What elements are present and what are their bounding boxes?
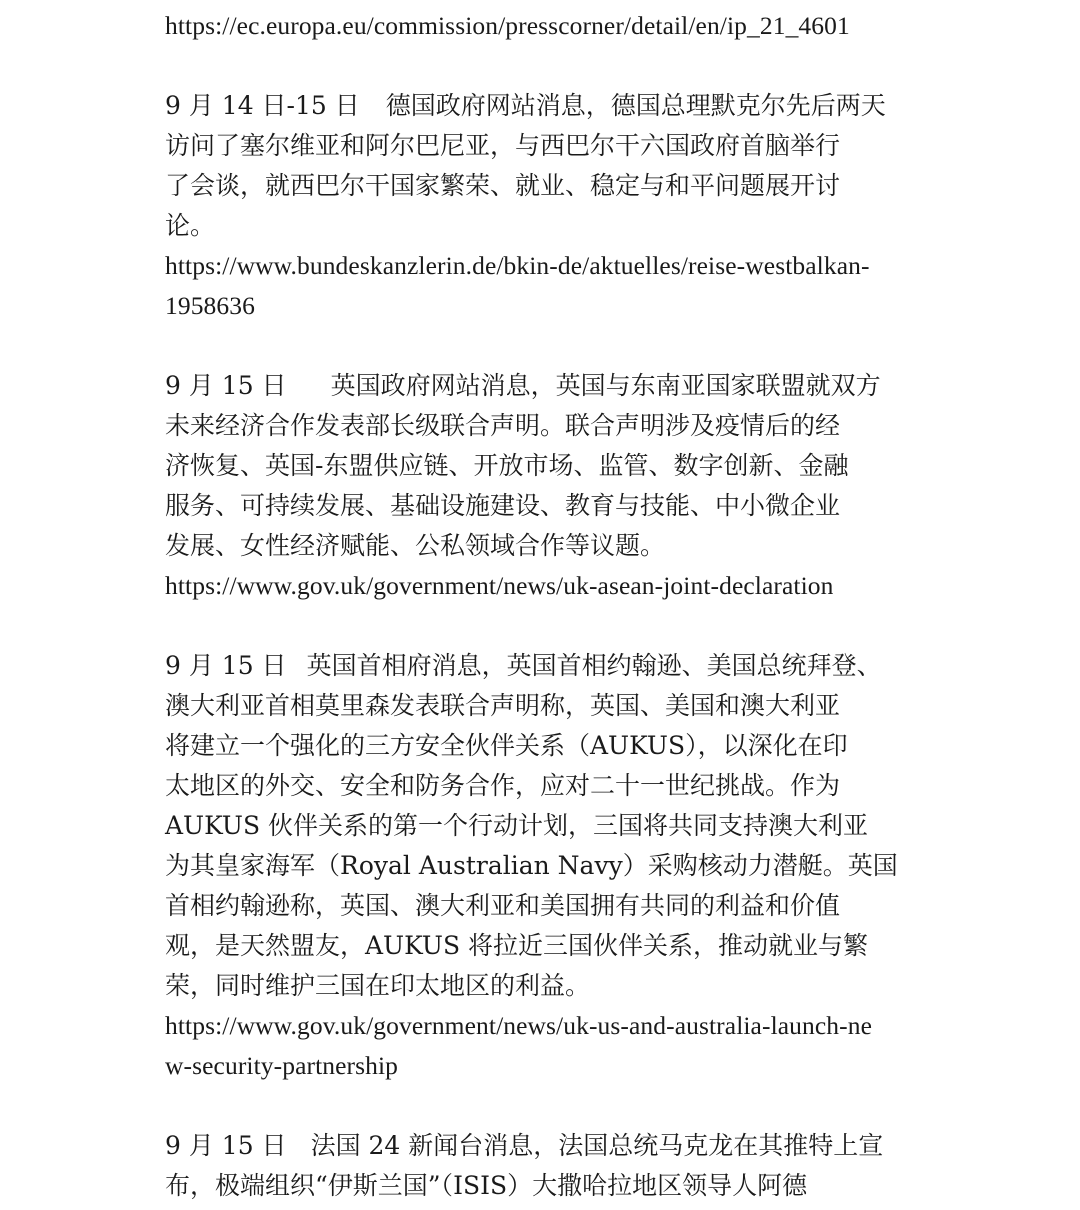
entry-text: 法国 24 新闻台消息，法国总统马克龙在其推特上宣 [310, 1131, 884, 1160]
source-link[interactable]: https://ec.europa.eu/commission/presscorner/detail/en/ip_21_4601 [165, 11, 850, 40]
entry-text: 未来经济合作发表部长级联合声明。联合声明涉及疫情后的经 [165, 411, 841, 440]
entry-first-line [165, 646, 882, 686]
source-link[interactable]: https://www.bundeskanzlerin.de/bkin-de/aktuelles/reise-westbalkan- [165, 251, 870, 280]
entry-text: 澳大利亚首相莫里森发表联合声明称，英国、美国和澳大利亚 [165, 691, 841, 720]
entry-text: 首相约翰逊称，英国、澳大利亚和美国拥有共同的利益和价值 [165, 891, 841, 920]
entry-text: AUKUS 伙伴关系的第一个行动计划，三国将共同支持澳大利亚 [165, 811, 869, 840]
entry-text: 太地区的外交、安全和防务合作，应对二十一世纪挑战。作为 [165, 771, 841, 800]
entry-date: 9 月 15 日 [165, 371, 287, 400]
entry-first-line [165, 366, 881, 406]
entry-text: 英国政府网站消息，英国与东南亚国家联盟就双方 [330, 371, 881, 400]
entry-text: 观，是天然盟友，AUKUS 将拉近三国伙伴关系，推动就业与繁 [165, 931, 869, 960]
entry-text: 论。 [165, 211, 216, 240]
entry-text: 布，极端组织“伊斯兰国”（ISIS）大撒哈拉地区领导人阿德 [165, 1171, 808, 1200]
entry-text: 服务、可持续发展、基础设施建设、教育与技能、中小微企业 [165, 491, 841, 520]
entry-text: 为其皇家海军（Royal Australian Navy）采购核动力潜艇。英国 [165, 851, 898, 880]
entry-text: 济恢复、英国-东盟供应链、开放市场、监管、数字创新、金融 [165, 451, 849, 480]
entry-date: 9 月 15 日 [165, 1131, 287, 1160]
source-link[interactable]: w-security-partnership [165, 1051, 399, 1080]
source-link[interactable]: https://www.gov.uk/government/news/uk-us-and-australia-launch-ne [165, 1011, 873, 1040]
entry-first-line [165, 1126, 883, 1166]
entry-text: 德国政府网站消息，德国总理默克尔先后两天 [385, 91, 886, 120]
entry-text: 将建立一个强化的三方安全伙伴关系（AUKUS），以深化在印 [165, 731, 848, 760]
entry-text: 发展、女性经济赋能、公私领域合作等议题。 [165, 531, 666, 560]
entry-date: 9 月 14 日-15 日 [165, 91, 360, 120]
entry-text: 了会谈，就西巴尔干国家繁荣、就业、稳定与和平问题展开讨 [165, 171, 841, 200]
entry-text: 访问了塞尔维亚和阿尔巴尼亚，与西巴尔干六国政府首脑举行 [165, 131, 841, 160]
entry-first-line [165, 86, 886, 126]
source-link[interactable]: https://www.gov.uk/government/news/uk-asean-joint-declaration [165, 571, 834, 600]
entry-text: 荣，同时维护三国在印太地区的利益。 [165, 971, 591, 1000]
entry-text: 英国首相府消息，英国首相约翰逊、美国总统拜登、 [306, 651, 882, 680]
source-link[interactable]: 1958636 [165, 291, 255, 320]
entry-date: 9 月 15 日 [165, 651, 287, 680]
